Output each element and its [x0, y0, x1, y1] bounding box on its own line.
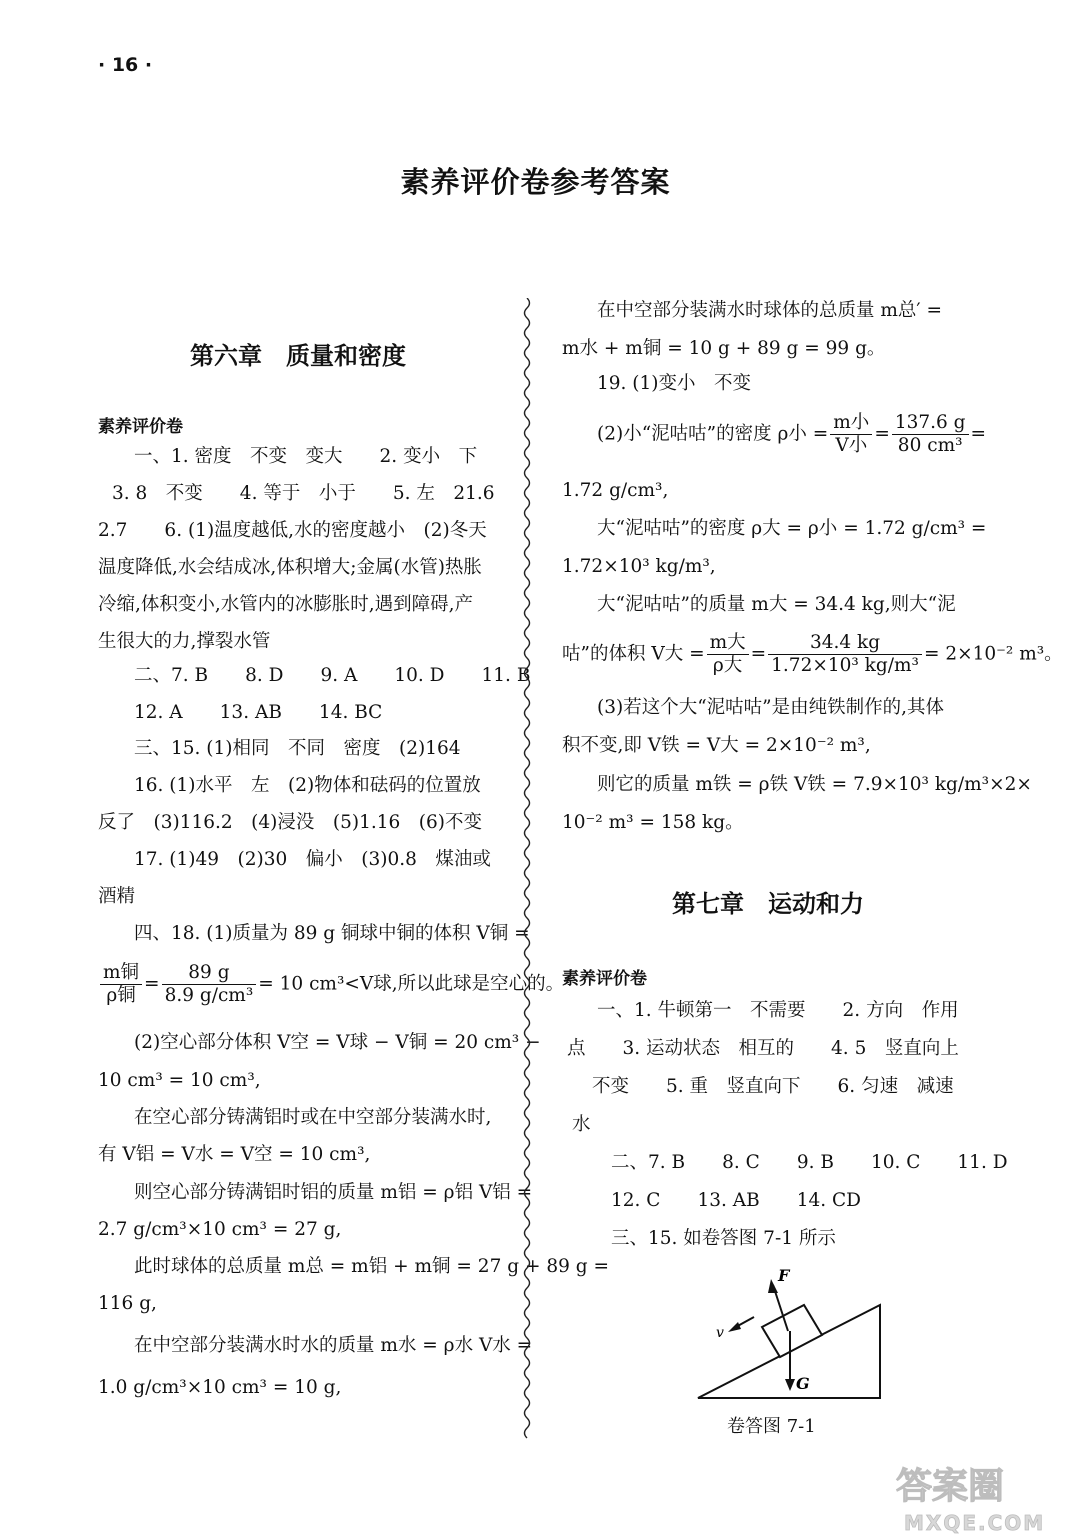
answer-line: 12. A 13. AB 14. BC [134, 702, 383, 723]
answer-line: 酒精 [98, 886, 136, 907]
answer-line: 一、1. 密度 不变 变大 2. 变小 下 [134, 446, 478, 467]
answer-line: 19. (1)变小 不变 [597, 373, 752, 394]
answer-line: 17. (1)49 (2)30 偏小 (3)0.8 煤油或 [134, 849, 491, 870]
answer-line: 大“泥咕咕”的密度 ρ大 = ρ小 = 1.72 g/cm³ = [597, 518, 987, 539]
answer-line: 12. C 13. AB 14. CD [611, 1190, 862, 1211]
answer-line: 1.0 g/cm³×10 cm³ = 10 g, [98, 1377, 342, 1398]
chapter6-heading: 第六章 质量和密度 [190, 342, 406, 370]
answer-line: 四、18. (1)质量为 89 g 铜球中铜的体积 V铜 = [134, 923, 530, 944]
formula-line: $\frac{\text{m铜}}{\text{ρ铜}}$ = $\frac{89 g}{\text{8.9 g/cm³}}$ = 10 cm³<V球,所以此球是空心的。 [98, 962, 564, 1007]
answer-line: 1.72×10³ kg/m³, [562, 556, 716, 577]
watermark-logo [890, 1456, 1070, 1536]
answer-line: 不变 5. 重 竖直向下 6. 匀速 减速 [592, 1076, 954, 1097]
fraction: $\frac{\text{m大}}{\text{ρ大}}$ [707, 632, 749, 677]
block [762, 1305, 822, 1357]
fraction: $\frac{89 g}{\text{8.9 g/cm³}}$ [162, 962, 257, 1007]
answer-line: 则它的质量 m铁 = ρ铁 V铁 = 7.9×10³ kg/m³×2× [597, 774, 1032, 795]
fraction: $\frac{34.4 kg}{\text{1.72×10³ kg/m³}}$ [768, 632, 922, 677]
answer-line: 冷缩,体积变小,水管内的冰膨胀时,遇到障碍,产 [98, 594, 474, 615]
label-v: v [716, 1325, 724, 1341]
answer-line: 2.7 6. (1)温度越低,水的密度越小 (2)冬天 [98, 520, 487, 541]
answer-line: 生很大的力,撑裂水管 [98, 631, 271, 652]
answer-line: 温度降低,水会结成冰,体积增大;金属(水管)热胀 [98, 557, 482, 578]
answer-line: 反了 (3)116.2 (4)浸没 (5)1.16 (6)不变 [98, 812, 482, 833]
velocity-arrow-v [728, 1317, 754, 1332]
chapter7-heading: 第七章 运动和力 [672, 890, 864, 918]
answer-line: 3. 8 不变 4. 等于 小于 5. 左 21.6 [112, 483, 495, 504]
label-F: F [778, 1266, 790, 1285]
label-G: G [796, 1374, 810, 1393]
answer-line: 二、7. B 8. C 9. B 10. C 11. D [611, 1152, 1008, 1173]
answer-line: 大“泥咕咕”的质量 m大 = 34.4 kg,则大“泥 [597, 594, 956, 615]
answer-line: (2)空心部分体积 V空 = V球 − V铜 = 20 cm³ − [134, 1032, 541, 1053]
page-number: · 16 · [98, 54, 153, 76]
fraction: $\frac{\text{m铜}}{\text{ρ铜}}$ [100, 962, 142, 1007]
answer-line: 则空心部分铸满铝时铝的质量 m铝 = ρ铝 V铝 = [134, 1182, 533, 1203]
column-divider [520, 298, 534, 1443]
answer-line: 1.72 g/cm³, [562, 480, 669, 501]
answer-line: 2.7 g/cm³×10 cm³ = 27 g, [98, 1219, 342, 1240]
figure-caption: 卷答图 7-1 [727, 1416, 816, 1437]
fraction: $\frac{\text{m小}}{\text{V小}}$ [830, 412, 872, 457]
answer-line: 积不变,即 V铁 = V大 = 2×10⁻² m³, [562, 735, 871, 756]
answer-line: 在中空部分装满水时水的质量 m水 = ρ水 V水 = [134, 1335, 533, 1356]
answer-line: 三、15. (1)相同 不同 密度 (2)164 [134, 738, 461, 759]
watermark-bottom: MXQE.COM [904, 1511, 1046, 1535]
answer-line: 116 g, [98, 1293, 157, 1314]
answer-line: 在空心部分铸满铝时或在中空部分装满水时, [134, 1107, 492, 1128]
answer-line: 点 3. 运动状态 相互的 4. 5 竖直向上 [567, 1038, 959, 1059]
formula-line: 咕”的体积 V大 = $\frac{\text{m大}}{\text{ρ大}}$ = $\frac{34.4 kg}{\text{1.72×10³ kg/m³}}$ = 2×10⁻² m³。 [562, 632, 1063, 676]
formula-line: (2)小“泥咕咕”的密度 ρ小 = $\frac{\text{m小}}{\text{V小}}$ = $\frac{137.6 g}{\text{80 cm³}}$ = [597, 412, 987, 456]
watermark-top: 答案圈 [896, 1466, 1005, 1507]
answer-line: 10⁻² m³ = 158 kg。 [562, 812, 744, 833]
answer-line: 有 V铝 = V水 = V空 = 10 cm³, [98, 1144, 371, 1165]
fraction: $\frac{137.6 g}{\text{80 cm³}}$ [892, 412, 969, 457]
answer-line: 三、15. 如卷答图 7-1 所示 [611, 1228, 836, 1249]
page-title: 素养评价卷参考答案 [400, 165, 671, 199]
answer-line: 在中空部分装满水时球体的总质量 m总′ = [597, 300, 943, 321]
answer-line: 水 [572, 1114, 591, 1135]
answer-line: 二、7. B 8. D 9. A 10. D 11. B [134, 665, 531, 686]
answer-line: 此时球体的总质量 m总 = m铝 + m铜 = 27 g + 89 g = [134, 1256, 609, 1277]
chapter7-section-label: 素养评价卷 [562, 969, 647, 989]
answer-line: m水 + m铜 = 10 g + 89 g = 99 g。 [562, 338, 886, 359]
answer-line: (3)若这个大“泥咕咕”是由纯铁制作的,其体 [597, 697, 945, 718]
answer-line: 一、1. 牛顿第一 不需要 2. 方向 作用 [597, 1000, 959, 1021]
answer-line: 16. (1)水平 左 (2)物体和砝码的位置放 [134, 775, 481, 796]
incline-force-diagram [690, 1265, 890, 1410]
chapter6-section-label: 素养评价卷 [98, 417, 183, 437]
answer-line: 10 cm³ = 10 cm³, [98, 1070, 261, 1091]
